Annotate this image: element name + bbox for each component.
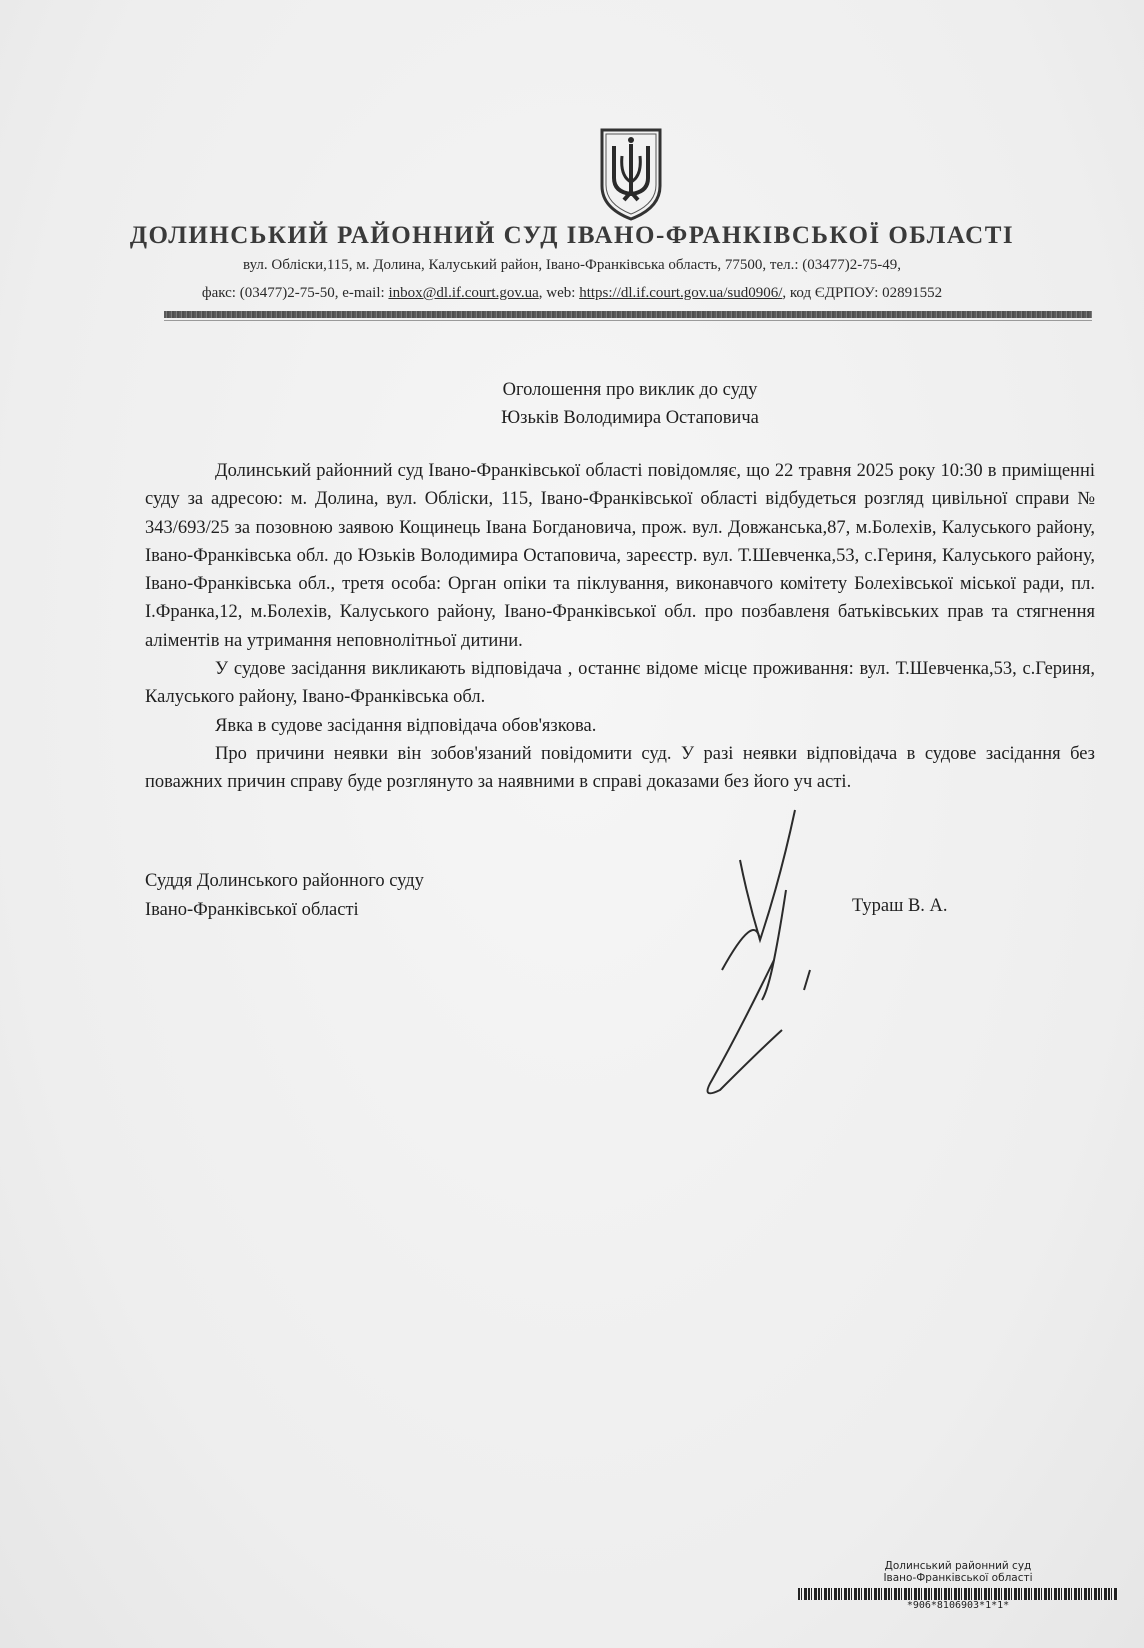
paragraph-absence: Про причини неявки він зобов'язаний повідомити суд. У разі неявки відповідача в судове засідання без поважних причин справу буде розглянуто за наявними в справі доказами без його уч асті. [145,743,1095,793]
judge-name: Тураш В. А. [852,896,948,916]
court-stamp [798,1560,1118,1584]
barcode [798,1588,1118,1600]
header-divider [164,311,1092,318]
paragraph-hearing: Долинський районний суд Івано-Франківської області повідомляє, що 22 травня 2025 року 10:30 в приміщенні суду за адресою: м. Долина, вул. Обліски, 115, Івано-Франківської області відбудеться розгляд цивільної справи № 343/693/25 за позовною заявою Кощинець Івана Богдановича, прож. вул. Довжанська,87, м.Болехів, Калуського району, Івано-Франківська обл. до Юзьків Володимира Остаповича, зареєстр. вул. Т.Шевченка,53, с.Гериня, Калуського району, Івано-Франківська обл., третя особа: Орган опіки та піклування, виконавчого комітету Болехівської міської ради, пл. І.Франка,12, м.Болехів, Калуського району, Івано-Франківської обл. про позбавленя батьківських прав та стягнення аліментів на утримання неповнолітньої дитини. [145,461,1095,651]
court-contacts [60,285,1084,302]
web-link[interactable]: https://dl.if.court.gov.ua/sud0906/ [579,285,783,301]
notice-title: Оголошення про виклик до суду [502,380,758,400]
stamp-line2: Івано-Франківської області [883,1572,1033,1584]
defendant-name: Юзьків Володимира Остаповича [501,408,759,428]
edrpou-code: , код ЄДРПОУ: 02891552 [782,285,943,301]
court-address: вул. Обліски,115, м. Долина, Калуський район, Івано-Франківська область, 77500, тел.: (03477)2-75-49, [243,257,901,273]
stamp-line1: Долинський районний суд [884,1560,1032,1572]
trident-emblem-icon [596,126,666,222]
judge-title-line1: Суддя Долинського районного суду [145,871,424,891]
paragraph-summons: У судове засідання викликають відповідача , останнє відоме місце проживання: вул. Т.Шевченка,53, с.Гериня, Калуського району, Івано-Франківська обл. [145,659,1095,708]
header-divider-thin [164,320,1092,321]
fax-label: факс: (03477)2-75-50, e-mail: [201,285,389,301]
web-label: , web: [538,285,580,301]
court-name: ДОЛИНСЬКИЙ РАЙОННИЙ СУД ІВАНО-ФРАНКІВСЬКОЇ ОБЛАСТІ [129,222,1015,249]
paragraph-attendance: Явка в судове засідання відповідача обов'язкова. [215,715,597,736]
handwritten-signature [700,800,880,1120]
barcode-number: *906*8106903*1*1* [906,1600,1010,1611]
judge-title-line2: Івано-Франківської області [145,900,359,920]
judge-title [145,867,424,925]
email-link[interactable]: inbox@dl.if.court.gov.ua [388,285,539,301]
notice-body [145,457,1095,797]
